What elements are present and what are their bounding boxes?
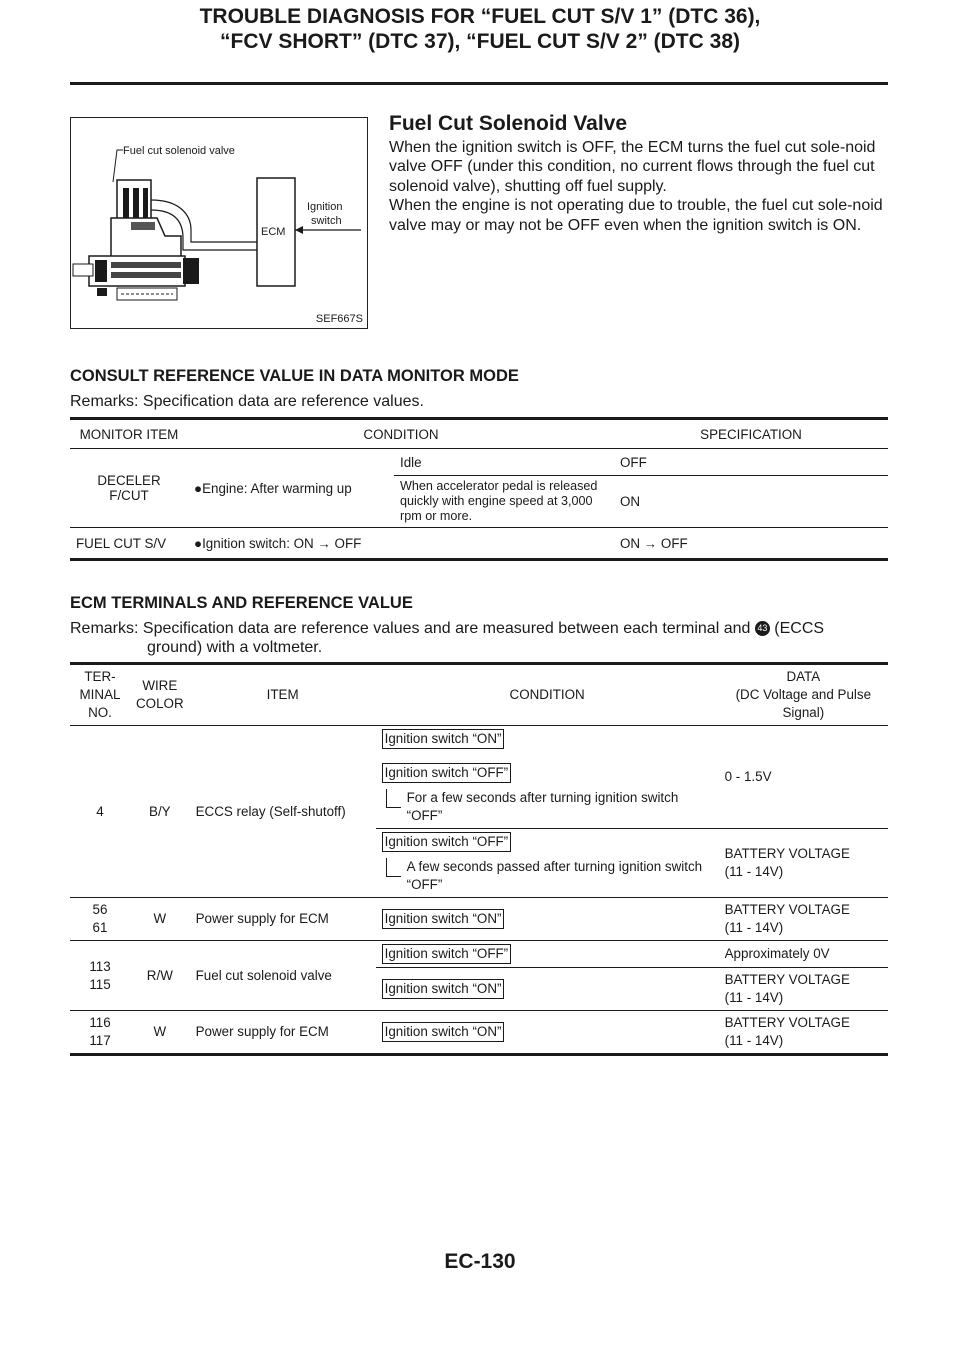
table-cell: BATTERY VOLTAGE (11 - 14V) bbox=[719, 968, 888, 1011]
table-cell: B/Y bbox=[130, 726, 190, 898]
condition-box: Ignition switch “ON” bbox=[382, 909, 505, 929]
intro-paragraph-2: When the engine is not operating due to trouble, the fuel cut sole-noid valve may or may not be OFF even when the ignition switch is ON. bbox=[389, 197, 883, 234]
consult-header-spec: SPECIFICATION bbox=[614, 419, 888, 449]
table-cell: BATTERY VOLTAGE (11 - 14V) bbox=[719, 898, 888, 941]
table-cell: DECELER F/CUT bbox=[70, 449, 188, 528]
condition-detail: For a few seconds after turning ignition switch “OFF” bbox=[406, 790, 679, 823]
table-cell: FUEL CUT S/V bbox=[70, 528, 188, 560]
table-cell: 0 - 1.5V bbox=[719, 726, 888, 829]
table-cell: Approximately 0V bbox=[719, 941, 888, 968]
table-cell: ON bbox=[614, 476, 888, 528]
consult-title: CONSULT REFERENCE VALUE IN DATA MONITOR MODE bbox=[70, 367, 519, 385]
table-cell: ●Engine: After warming up bbox=[188, 449, 394, 528]
ecm-title: ECM TERMINALS AND REFERENCE VALUE bbox=[70, 594, 413, 612]
ecm-remark-text-2: (ECCS bbox=[774, 620, 825, 637]
intro-text bbox=[389, 138, 889, 235]
table-cell: ECCS relay (Self-shutoff) bbox=[190, 726, 376, 898]
table-cell bbox=[376, 1011, 719, 1055]
consult-header-condition: CONDITION bbox=[188, 419, 614, 449]
table-cell: Fuel cut solenoid valve bbox=[190, 941, 376, 1011]
table-cell: Power supply for ECM bbox=[190, 1011, 376, 1055]
fuel-cut-valve-figure bbox=[70, 117, 368, 329]
ecm-remark-text: Remarks: Specification data are reference values and are measured between each terminal and bbox=[70, 620, 751, 637]
header-line-2: “FCV SHORT” (DTC 37), “FUEL CUT S/V 2” (DTC 38) bbox=[220, 30, 740, 53]
table-cell: R/W bbox=[130, 941, 190, 1011]
ecm-remark-text-3: ground) with a voltmeter. bbox=[147, 639, 323, 657]
figure-label-valve: Fuel cut solenoid valve bbox=[123, 145, 235, 157]
table-cell bbox=[376, 898, 719, 941]
table-cell bbox=[376, 941, 719, 968]
section-title: Fuel Cut Solenoid Valve bbox=[389, 112, 628, 135]
condition-box: Ignition switch “OFF” bbox=[382, 944, 512, 964]
intro-paragraph-1: When the ignition switch is OFF, the ECM turns the fuel cut sole-noid valve OFF (under this condition, no current flows through the fuel cut solenoid valve), shutting off fuel supply. bbox=[389, 139, 876, 195]
ecm-header-terminal: TER- MINAL NO. bbox=[70, 664, 130, 726]
table-cell: ●Ignition switch: ON → OFF bbox=[188, 528, 614, 560]
table-cell bbox=[376, 726, 719, 829]
ground-terminal-icon: 43 bbox=[755, 621, 770, 636]
header-line-1: TROUBLE DIAGNOSIS FOR “FUEL CUT S/V 1” (DTC 36), bbox=[199, 5, 761, 28]
ecm-header-wire: WIRE COLOR bbox=[130, 664, 190, 726]
table-cell: When accelerator pedal is released quickly with engine speed at 3,000 rpm or more. bbox=[394, 476, 614, 528]
ecm-header-item: ITEM bbox=[190, 664, 376, 726]
ecm-header-data: DATA (DC Voltage and Pulse Signal) bbox=[719, 664, 888, 726]
page-number: EC-130 bbox=[444, 1250, 516, 1273]
table-cell: BATTERY VOLTAGE (11 - 14V) bbox=[719, 1011, 888, 1055]
consult-header-item: MONITOR ITEM bbox=[70, 419, 188, 449]
condition-box: Ignition switch “ON” bbox=[382, 979, 505, 999]
condition-box: Ignition switch “OFF” bbox=[382, 763, 512, 783]
table-cell: W bbox=[130, 1011, 190, 1055]
header-rule bbox=[70, 82, 888, 85]
table-cell bbox=[376, 968, 719, 1011]
table-cell: Power supply for ECM bbox=[190, 898, 376, 941]
page-header bbox=[0, 4, 960, 54]
ecm-header-condition: CONDITION bbox=[376, 664, 719, 726]
table-cell: 4 bbox=[70, 726, 130, 898]
condition-box: Ignition switch “ON” bbox=[382, 1022, 505, 1042]
table-cell: BATTERY VOLTAGE (11 - 14V) bbox=[719, 829, 888, 898]
figure-label-ecm: ECM bbox=[261, 226, 286, 238]
table-cell: W bbox=[130, 898, 190, 941]
table-cell: 113 115 bbox=[70, 941, 130, 1011]
table-cell: Idle bbox=[394, 449, 614, 476]
consult-table bbox=[70, 417, 888, 561]
condition-box: Ignition switch “OFF” bbox=[382, 832, 512, 852]
table-cell bbox=[376, 829, 719, 898]
table-cell: 56 61 bbox=[70, 898, 130, 941]
ecm-remark bbox=[70, 619, 888, 658]
solenoid-valve-illustration bbox=[71, 118, 367, 328]
condition-box: Ignition switch “ON” bbox=[382, 729, 505, 749]
table-cell: OFF bbox=[614, 449, 888, 476]
ecm-terminal-table bbox=[70, 662, 888, 1056]
consult-remark: Remarks: Specification data are reference values. bbox=[70, 393, 424, 410]
figure-label-switch: switch bbox=[311, 215, 342, 227]
figure-code: SEF667S bbox=[315, 313, 363, 325]
table-cell: 116 117 bbox=[70, 1011, 130, 1055]
figure-label-ignition: Ignition bbox=[307, 201, 343, 213]
table-cell: ON → OFF bbox=[614, 528, 888, 560]
condition-detail: A few seconds passed after turning ignition switch “OFF” bbox=[406, 859, 703, 892]
